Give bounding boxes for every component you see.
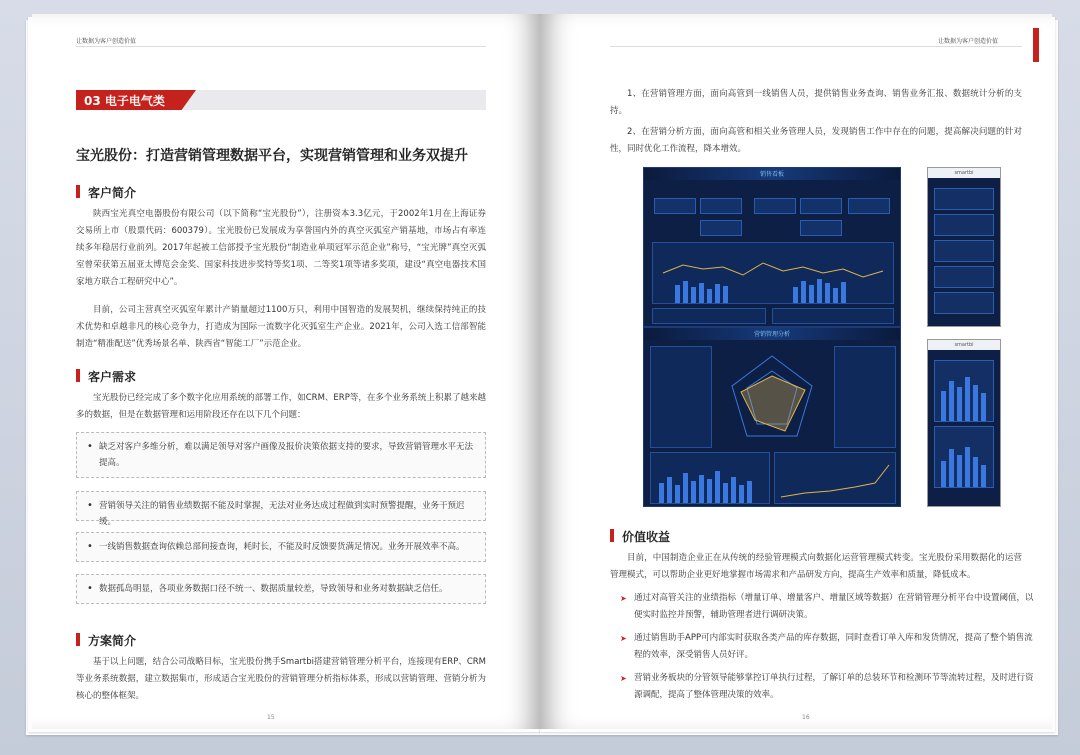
- customer-intro-p2: 目前，公司主营真空灭弧室年累计产销量超过1100万只，利用中国智造的发展契机，继续保持纯正的技术优势和卓越非凡的核心竞争力，打造成为国际一流数字化灭弧室生产企业。2021年，公司入选工信部智能制造“精准配送”优秀场景名单、陕西省“智能工厂”示范企业。: [76, 305, 486, 349]
- page-title: 宝光股份：打造营销管理数据平台，实现营销管理和业务双提升: [76, 148, 468, 164]
- trend-line: [653, 243, 893, 303]
- section-banner: [76, 90, 486, 110]
- mobile-screenshot-1: smartbi: [927, 167, 1001, 327]
- section-label: 03 电子电气类: [84, 94, 165, 108]
- running-head: 让数据为客户创造价值: [938, 38, 999, 45]
- running-head: 让数据为客户创造价值: [76, 38, 137, 45]
- intro-p2: 2、在营销分析方面，面向高管和相关业务管理人员，发现销售工作中存在的问题，提高解决问题的针对性，同时优化工作流程，降本增效。: [610, 127, 1022, 154]
- left-page: [32, 14, 540, 729]
- solution-text: 基于以上问题，结合公司战略目标，宝光股份携手Smartbi搭建营销管理分析平台，连接现有ERP、CRM等业务系统数据，建立数据集市，形成适合宝光股份的营销管理分析指标体系，形成以营销管理、营销分析为核心的整体框架。: [76, 657, 486, 701]
- radar-chart: [717, 346, 827, 446]
- page-number-left: 15: [267, 714, 275, 721]
- value-bullet-1: ➤ 通过对高管关注的业绩指标（增量订单、增量客户、增量区域等数据）在营销管理分析平台中设置阈值，以便实时监控并预警，辅助管理者进行调研决策。: [622, 590, 1034, 624]
- value-bullet-3: ➤ 营销业务板块的分管领导能够掌控订单执行过程，了解订单的总装环节和检测环节等流转过程，及时进行资源调配，提高了整体管理决策的效率。: [622, 670, 1034, 704]
- right-page: [540, 14, 1052, 729]
- accent-tab: [1033, 28, 1039, 62]
- heading-customer-intro: 客户简介: [76, 184, 136, 201]
- intro-p1: 1、在营销管理方面，面向高管到一线销售人员，提供销售业务查询、销售业务汇报、数据统计分析的支持。: [610, 89, 1022, 116]
- dashboard-title: 营销管理分析: [753, 331, 791, 338]
- need-item-4: • 数据孤岛明显，各项业务数据口径不统一、数据质量较差，导致领导和业务对数据缺乏信任。: [76, 574, 486, 604]
- customer-intro-p1: 陕西宝光真空电器股份有限公司（以下简称“宝光股份”），注册资本3.3亿元，于2002年1月在上海证券交易所上市（股票代码：600379）。宝光股份已发展成为享誉国内外的真空灭弧室产销基地，市场占有率连续多年稳居行业前列。2017年起被工信部授予宝光股份“制造业单项冠军示范企业”称号，“宝光牌”真空灭弧室曾荣获第五届亚太博览会金奖、国家科技进步奖特等奖1项、二等奖1项等诸多奖项，建设“真空电器技术国家地方联合工程研究中心”。: [76, 209, 486, 287]
- mobile-screenshot-2: smartbi: [927, 339, 1001, 507]
- heading-customer-needs: 客户需求: [76, 368, 136, 385]
- dashboard-screenshot-sales: [643, 167, 901, 327]
- dashboard-screenshot-marketing: [643, 327, 901, 507]
- header-rule: [610, 46, 1022, 47]
- trend-panel: [652, 242, 894, 304]
- dashboard-title: 销售看板: [759, 171, 785, 178]
- heading-solution: 方案简介: [76, 632, 136, 649]
- need-item-2: • 营销领导关注的销售业绩数据不能及时掌握，无法对业务达成过程做到实时预警提醒，业务干预迟缓。: [76, 491, 486, 521]
- heading-value: 价值收益: [610, 528, 670, 545]
- need-item-1: • 缺乏对客户多维分析，难以满足领导对客户画像及报价决策依据支持的要求，导致营销管理水平无法提高。: [76, 432, 486, 478]
- page-number-right: 16: [802, 714, 810, 721]
- need-item-3: • 一线销售数据查询依赖总部间接查询，耗时长，不能及时反馈要货满足情况。业务开展效率不高。: [76, 532, 486, 562]
- value-bullet-2: ➤ 通过销售助手APP可内部实时获取各类产品的库存数据，同时查看订单入库和发货情况，提高了整个销售流程的效率，深受销售人员好评。: [622, 630, 1034, 664]
- header-rule: [76, 46, 486, 47]
- value-intro: 目前，中国制造企业正在从传统的经验管理模式向数据化运营管理模式转变。宝光股份采用数据化的运营管理模式，可以帮助企业更好地掌握市场需求和产品研发方向，提高生产效率和质量，降低成本。: [610, 553, 1022, 580]
- customer-needs-intro: 宝光股份已经完成了多个数字化应用系统的部署工作，如CRM、ERP等，在多个业务系统上积累了越来越多的数据，但是在数据管理和运用阶段还存在以下几个问题：: [76, 393, 486, 420]
